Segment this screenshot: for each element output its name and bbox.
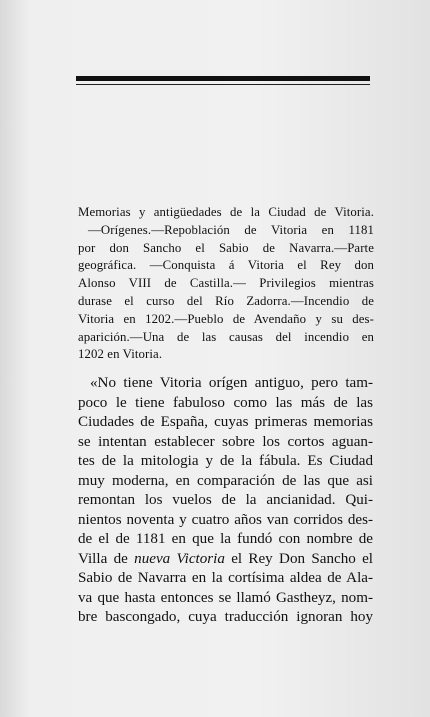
summary-line: Alonso VIII de Castilla.— Privilegios mientras [78, 276, 374, 291]
summary-line: —Orígenes.—Repoblación de Vitoria en 1181 [88, 222, 374, 237]
body-line: poco le tiene fabuloso como las más de las [78, 394, 373, 411]
summary-line: geográfica. —Conquista á Vitoria el Rey don [78, 258, 374, 273]
body-line: nientos noventa y cuatro años van corridos des- [78, 511, 373, 528]
chapter-body [78, 374, 373, 628]
summary-line: Vitoria en 1202.—Pueblo de Avendaño y su des- [78, 311, 374, 326]
body-line: de el de 1181 en que la fundó con nombre de [78, 531, 373, 547]
body-line [78, 550, 373, 570]
body-line: se intentan establecer sobre los cortos aguan- [78, 433, 373, 450]
body-line: va que hasta entonces se llamó Gastheyz, nom- [78, 589, 373, 606]
summary-line: durase el curso del Río Zadorra.—Incendio de [78, 293, 374, 308]
body-line: bre bascongado, cuya traducción ignoran hoy [78, 609, 373, 625]
body-line: muy moderna, en comparación de las que asi [78, 472, 373, 489]
body-line: Sabio de Navarra en la cortísima aldea de Ala- [78, 570, 373, 586]
summary-line: por don Sancho el Sabio de Navarra.—Parte [78, 240, 374, 255]
body-line: tes de la mitologia y de la fábula. Es Ciudad [78, 453, 373, 469]
summary-line: aparición.—Una de las causas del incendio en [78, 329, 374, 344]
thin-rule-line [76, 84, 370, 85]
body-line: «No tiene Vitoria orígen antiguo, pero tam- [90, 375, 373, 391]
body-line: Ciudades de España, cuyas primeras memorias [78, 414, 373, 430]
thick-rule-line [76, 76, 370, 81]
body-line-part: el Rey Don Sancho el [231, 550, 373, 567]
body-line: remontan los vuelos de la ancianidad. Qui- [78, 492, 373, 508]
summary-line: 1202 en Vitoria. [78, 347, 163, 362]
italic-place-name: nueva Victoria [134, 550, 225, 567]
chapter-header-rule [76, 76, 370, 85]
body-line-part: Villa de [78, 550, 128, 567]
chapter-summary [78, 204, 374, 364]
summary-line: Memorias y antigüedades de la Ciudad de Vitoria. [78, 205, 374, 219]
